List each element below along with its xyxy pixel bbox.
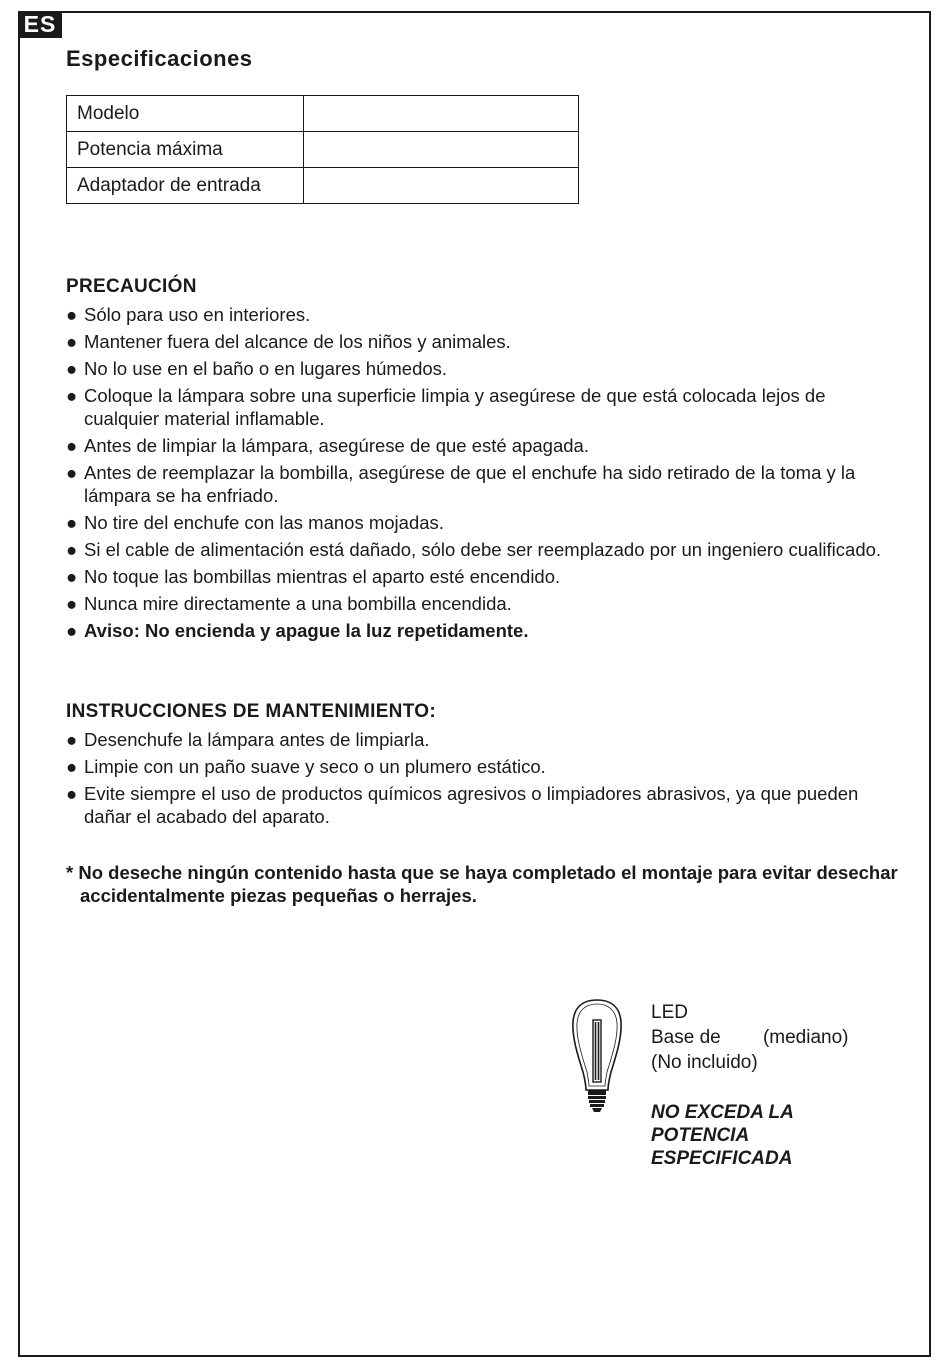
spec-label-input-adapter: Adaptador de entrada [67,168,304,204]
spec-label-max-power: Potencia máxima [67,132,304,168]
list-item: ● Desenchufe la lámpara antes de limpiarla. [66,729,430,750]
bulb-type: LED [651,1002,688,1023]
list-item: ● Evite siempre el uso de productos químicos agresivos o limpiadores abrasivos, ya que pueden dañar el acabado del aparato. [66,783,859,827]
language-tag: ES [18,11,62,38]
list-item: ● Antes de reemplazar la bombilla, asegúrese de que el enchufe ha sido retirado de la toma y la lámpara se ha enfriado. [66,462,856,506]
page-title: Especificaciones [66,46,253,71]
spec-value-max-power [304,132,579,168]
wattage-warning: NO EXCEDA LA POTENCIA ESPECIFICADA [651,1102,794,1169]
caution-section [66,276,896,646]
edison-bulb-icon [564,998,630,1114]
bulb-included-note: (No incluido) [651,1052,758,1073]
maintenance-section [66,701,896,832]
assembly-note: * No deseche ningún contenido hasta que se haya completado el montaje para evitar desechar accidentalmente piezas pequeñas o herrajes. [66,862,898,906]
list-item: ● No tire del enchufe con las manos mojadas. [66,512,444,533]
list-item: ● No lo use en el baño o en lugares húmedos. [66,358,448,379]
list-item: ● No toque las bombillas mientras el aparto esté encendido. [66,566,561,587]
maintenance-heading: INSTRUCCIONES DE MANTENIMIENTO: [66,701,436,722]
list-item: ● Sólo para uso en interiores. [66,304,311,325]
list-item: ● Nunca mire directamente a una bombilla encendida. [66,593,512,614]
list-item: ● Coloque la lámpara sobre una superficie limpia y asegúrese de que está colocada lejos de cualquier material inflamable. [66,385,826,429]
specifications-table [66,95,579,204]
caution-list [66,303,896,642]
spec-label-model: Modelo [67,96,304,132]
maintenance-list [66,728,896,828]
list-item: ● Mantener fuera del alcance de los niños y animales. [66,331,511,352]
warning-list-item: ● Aviso: No encienda y apague la luz repetidamente. [66,620,529,641]
bulb-base: Base de (mediano) [651,1027,849,1048]
list-item: ● Si el cable de alimentación está dañado, sólo debe ser reemplazado por un ingeniero cualificado. [66,539,882,560]
table-row [67,132,579,168]
list-item: ● Limpie con un paño suave y seco o un plumero estático. [66,756,546,777]
bulb-info [651,1000,849,1075]
caution-heading: PRECAUCIÓN [66,276,197,297]
list-item: ● Antes de limpiar la lámpara, asegúrese de que esté apagada. [66,435,589,456]
spec-value-input-adapter [304,168,579,204]
page-border [18,11,931,1357]
spec-value-model [304,96,579,132]
table-row [67,96,579,132]
table-row [67,168,579,204]
